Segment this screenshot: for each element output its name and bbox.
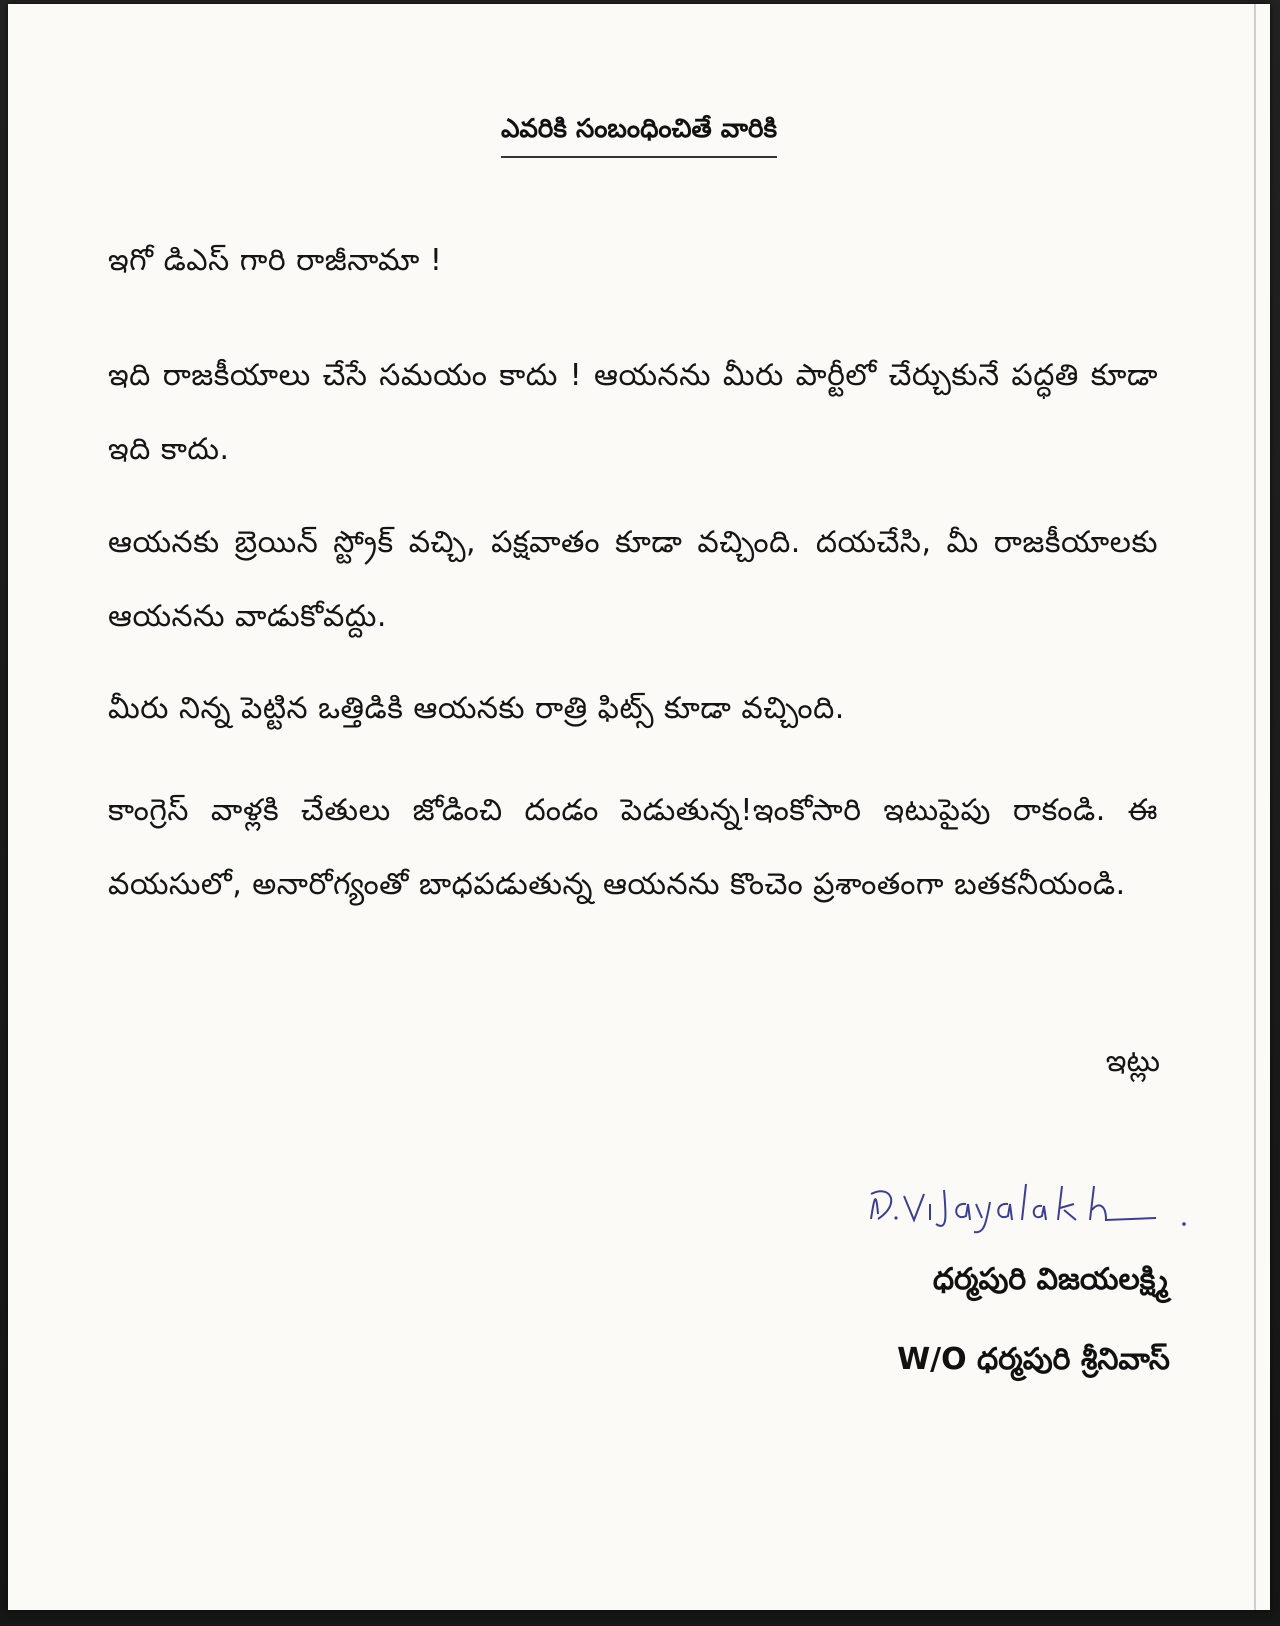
signatory-name: ధర్మపురి విజయలక్ష్మి (932, 1262, 1168, 1297)
letter-title (8, 114, 1270, 158)
paragraph-2: ఇది రాజకీయాలు చేసే సమయం కాదు ! ఆయనను మీరు పార్టీలో చేర్చుకునే పద్ధతి కూడా ఇది కాదు. (108, 358, 1158, 467)
closing-word: ఇట్లు (1105, 1044, 1160, 1079)
signatory-relation: W/O ధర్మపురి శ్రీనివాస్ (897, 1342, 1170, 1377)
paragraph-3: ఆయనకు బ్రెయిన్ స్ట్రోక్ వచ్చి, పక్షవాతం కూడా వచ్చింది. దయచేసి, మీ రాజకీయాలకు ఆయనను వాడుకోవద్దు. (108, 525, 1158, 634)
letter-title-text: ఎవరికి సంబంధించితే వారికి (501, 114, 777, 158)
letter-page (8, 4, 1270, 1610)
paragraph-4: మీరు నిన్న పెట్టిన ఒత్తిడికి ఆయనకు రాత్రి ఫిట్స్ కూడా వచ్చింది. (108, 691, 845, 726)
handwritten-signature (866, 1174, 1196, 1234)
page-edge (1254, 4, 1256, 1610)
paragraph-1: ఇగో డిఎస్ గారి రాజీనామా ! (108, 243, 443, 278)
paragraph-5: కాంగ్రెస్ వాళ్లకి చేతులు జోడించి దండం పెడుతున్న!ఇంకోసారి ఇటుపైపు రాకండి. ఈ వయసులో, అనారోగ్యంతో బాధపడుతున్న ఆయనను కొంచెం ప్రశాంతంగా బతకనీయండి. (108, 793, 1158, 902)
